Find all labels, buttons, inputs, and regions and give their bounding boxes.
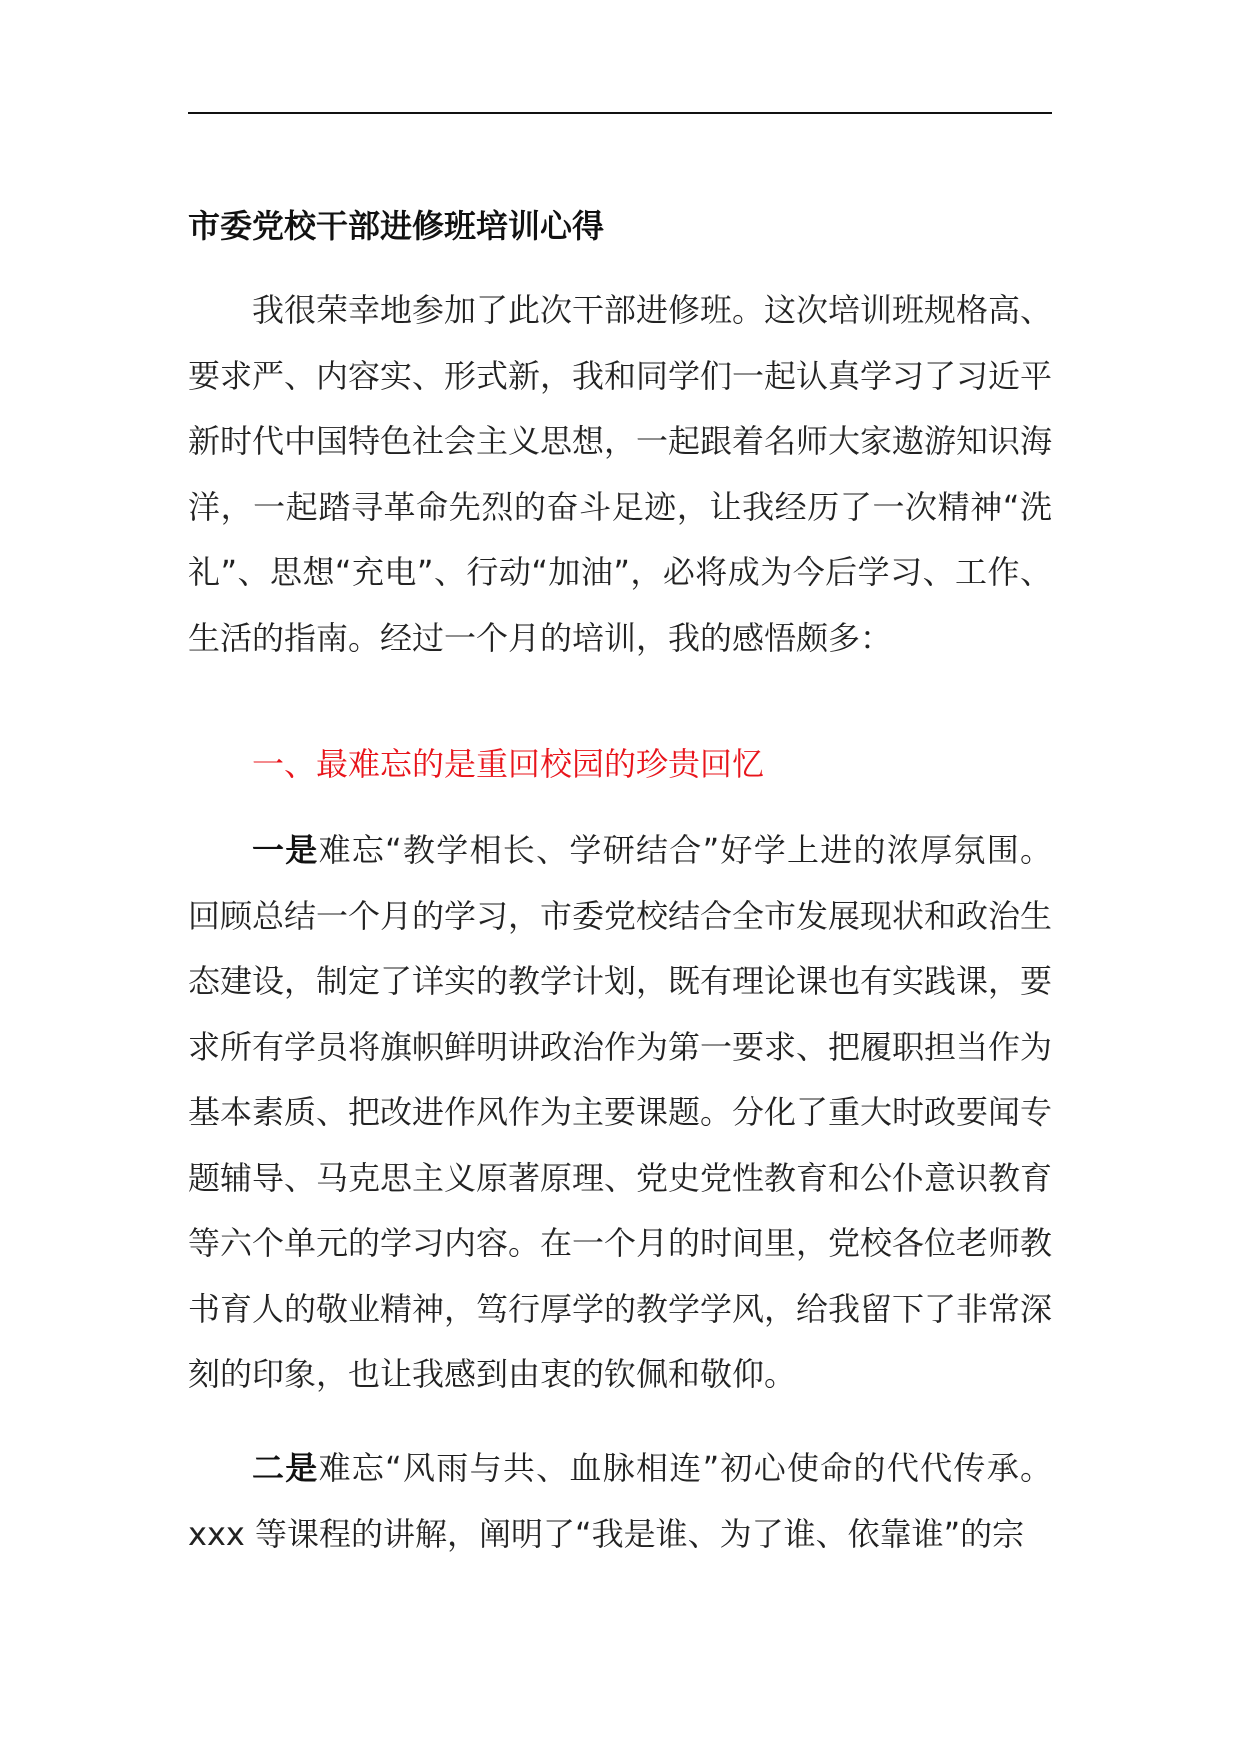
- intro-block: [188, 278, 1052, 671]
- section-1-paragraph-1: [188, 818, 1052, 1408]
- paragraph-text: 难忘“教学相长、学研结合”好学上进的浓厚氛围。回顾总结一个月的学习，市委党校结合全市发展现状和政治生态建设，制定了详实的教学计划，既有理论课也有实践课，要求所有学员将旗帜鲜明讲政治作为第一要求、把履职担当作为基本素质、把改进作风作为主要课题。分化了重大时政要闻专题辅导、马克思主义原著原理、党史党性教育和公仆意识教育等六个单元的学习内容。在一个月的时间里，党校各位老师教书育人的敬业精神，笃行厚学的教学学风，给我留下了非常深刻的印象，也让我感到由衷的钦佩和敬仰。: [188, 831, 1053, 1393]
- header-rule: [188, 112, 1052, 114]
- paragraph-lead-label: 一是: [252, 831, 319, 869]
- section-heading-1: 一、最难忘的是重回校园的珍贵回忆: [252, 745, 765, 783]
- intro-paragraph: 我很荣幸地参加了此次干部进修班。这次培训班规格高、要求严、内容实、形式新，我和同学们一起认真学习了习近平新时代中国特色社会主义思想，一起跟着名师大家遨游知识海洋，一起踏寻革命先烈的奋斗足迹，让我经历了一次精神“洗礼”、思想“充电”、行动“加油”，必将成为今后学习、工作、生活的指南。经过一个月的培训，我的感悟颇多：: [188, 291, 1053, 657]
- paragraph-lead-label: 二是: [252, 1449, 319, 1487]
- document-title: 市委党校干部进修班培训心得: [188, 207, 605, 245]
- section-1-para-1-block: [188, 818, 1052, 1408]
- paragraph-text: 难忘“风雨与共、血脉相连”初心使命的代代传承。xxx 等课程的讲解，阐明了“我是谁、为了谁、依靠谁”的宗: [188, 1449, 1052, 1553]
- section-1-para-2-block: [188, 1436, 1052, 1567]
- section-1-paragraph-2: [188, 1436, 1052, 1567]
